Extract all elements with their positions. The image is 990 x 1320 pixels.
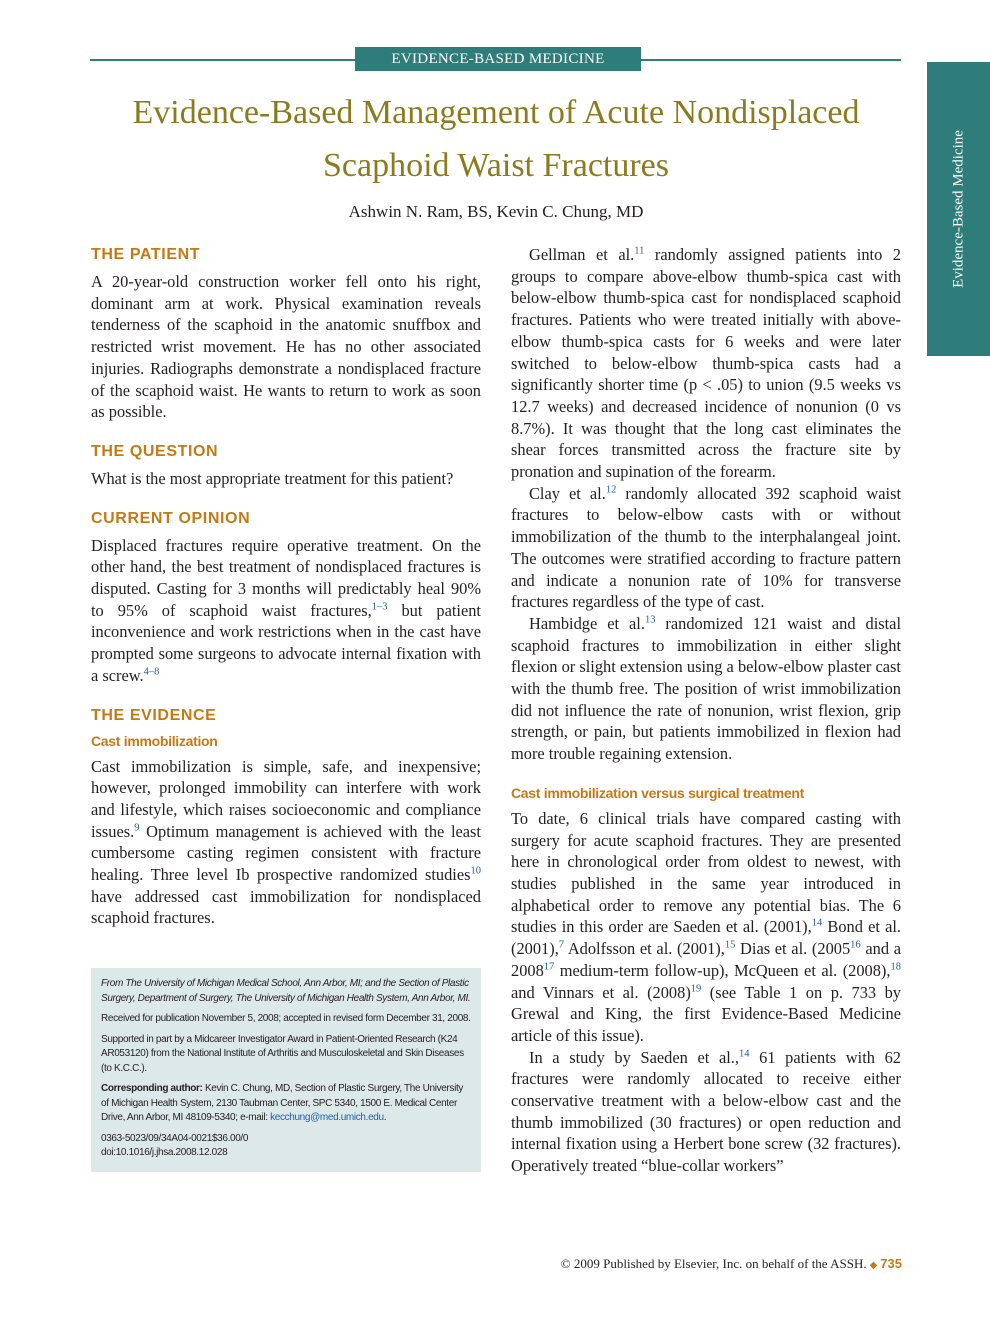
clay-text-b: randomly allocated 392 scaphoid waist fractures to below-elbow casts with or without immobilization of the thumb to the interphalangeal joint. The outcomes were stratified according to fracture pattern and indicate a nonunion rate of 10% for transverse fractures regardless of the type of cast. <box>511 483 901 612</box>
article-title: Evidence-Based Management of Acute Nondisplaced Scaphoid Waist Fractures <box>132 94 860 184</box>
citation-link[interactable]: 18 <box>890 961 901 973</box>
saeden-text-b: 61 patients with 62 fractures were randomly allocated to receive either conservative treatment with a below-elbow cast and the thumb immobilized (30 fractures) or open reduction and internal fixation using a Herbert bone screw (32 fractures). Operatively treated “blue-collar workers” <box>511 1047 901 1176</box>
header-rule-right <box>641 59 901 61</box>
gellman-paragraph <box>511 244 901 483</box>
right-column <box>511 244 901 1177</box>
citation-link[interactable]: 16 <box>850 939 861 951</box>
side-tab-label: Evidence-Based Medicine <box>950 130 966 288</box>
cast-paragraph <box>91 756 481 930</box>
trials-text-a: To date, 6 clinical trials have compared casting with surgery for acute scaphoid fractures. They are presented here in chronological order from oldest to newest, with studies published in the same year introduced in alphabetical order to remove any potential bias. The 6 studies in this order are Saeden et al. (2001), <box>511 808 901 937</box>
trials-text-d: Dias et al. (2005 <box>735 939 851 959</box>
citation-link[interactable]: 1–3 <box>371 601 388 613</box>
footnote-doi: doi:10.1016/j.jhsa.2008.12.028 <box>101 1147 228 1158</box>
article-authors: Ashwin N. Ram, BS, Kevin C. Chung, MD <box>348 202 644 221</box>
heading-the-patient: THE PATIENT <box>91 246 201 263</box>
footnote-affiliation: From The University of Michigan Medical School, Ann Arbor, MI; and the Section of Plastic Surgery, Department of Surgery, The University of Michigan Health System, Ann Arbor, MI. <box>101 978 471 1004</box>
footnote-box <box>91 968 481 1172</box>
citation-link[interactable]: 17 <box>543 961 555 973</box>
trials-text-f: medium-term follow-up), McQueen et al. (2008), <box>554 960 891 980</box>
subheading-cast-vs-surgical: Cast immobilization versus surgical treatment <box>511 784 805 801</box>
citation-link[interactable]: 14 <box>811 917 823 929</box>
section-label: EVIDENCE-BASED MEDICINE <box>355 47 641 71</box>
citation-link[interactable]: 14 <box>738 1048 750 1060</box>
gellman-text-a: Gellman et al. <box>529 245 635 264</box>
clay-text-a: Clay et al. <box>529 483 606 503</box>
heading-the-question: THE QUESTION <box>91 442 219 460</box>
left-column <box>91 244 481 929</box>
heading-current-opinion: CURRENT OPINION <box>91 509 251 527</box>
footnote-received: Received for publication November 5, 2008; accepted in revised form December 31, 2008. <box>101 1013 471 1024</box>
hambidge-text-b: randomized 121 waist and distal scaphoid fractures to immobilization in either slight flexion or slight extension using a below-elbow plaster cast with the thumb free. The position of wrist immobilization did not influence the rate of nonunion, wrist flexion, grip strength, or pain, but patients immobilized in flexion had more trouble regaining extension. <box>511 613 902 764</box>
side-tab <box>927 62 990 356</box>
diamond-icon: ◆ <box>869 1260 878 1271</box>
opinion-text-a: Displaced fractures require operative treatment. On the other hand, the best treatment of nondisplaced fractures is disputed. Casting for 3 months will predictably heal 90% to 95% of scaphoid waist fractures, <box>91 535 481 620</box>
citation-link[interactable]: 15 <box>724 939 736 951</box>
trials-text-b: Bond et al. (2001), <box>511 917 901 959</box>
patient-paragraph: A 20-year-old construction worker fell onto his right, dominant arm at work. Physical examination reveals tenderness of the scaphoid in the anatomic snuffbox and restricted wrist movement. He has no other associated injuries. Radiographs demonstrate a nondisplaced fracture of the scaphoid waist. He wants to return to work as soon as possible. <box>91 272 481 422</box>
page-footer <box>420 1256 902 1272</box>
corr-label: Corresponding author: <box>101 1083 203 1094</box>
hambidge-text-a: Hambidge et al. <box>529 613 645 633</box>
citation-link[interactable]: 11 <box>634 245 645 257</box>
trials-text-e: and a 2008 <box>511 939 901 980</box>
trials-text-c: Adolfsson et al. (2001), <box>564 939 725 959</box>
email-end: . <box>383 1112 387 1123</box>
trials-text-h: (see Table 1 on p. 733 by Grewal and King, the first Evidence-Based Medicine article of this issue). <box>511 982 902 1045</box>
opinion-text-b: but patient inconvenience and work restrictions when in the cast have prompted some surgeons to advocate internal fixation with a screw. <box>91 600 481 685</box>
hambidge-paragraph <box>511 613 901 765</box>
email-link[interactable]: kecchung@med.umich.edu <box>270 1112 384 1123</box>
gellman-text-b: randomly assigned patients into 2 groups to compare above-elbow thumb-spica cast with below-elbow thumb-spica cast for nondisplaced scaphoid fractures. Patients who were treated initially with above-elbow thumb-spica casts for 6 weeks and were later switched to below-elbow thumb-spica casts had a significantly shorter time (p < .05) to union (9.5 weeks vs 12.7 weeks) and decreased incidence of nonunion (0 vs 8.7%). It was thought that the long cast eliminates the shear forces transmitted across the fracture site by pronation and supination of the forearm. <box>511 245 901 482</box>
footnote-correspondence <box>101 1082 471 1126</box>
subheading-cast-immobilization: Cast immobilization <box>91 732 218 749</box>
heading-the-evidence: THE EVIDENCE <box>91 706 217 724</box>
trials-text-g: and Vinnars et al. (2008) <box>511 982 691 1002</box>
footnote-issn: 0363-5023/09/34A04-0021$36.00/0 <box>101 1132 249 1144</box>
citation-link[interactable]: 7 <box>558 939 565 951</box>
trials-paragraph <box>511 808 901 1047</box>
corr-text: Kevin C. Chung, MD, Section of Plastic Surgery, The University of Michigan Health System, 2130 Taubman Center, SPC 5340, 1500 E. Medical Center Drive, Ann Arbor, MI 48109-5340; e-mail: <box>101 1083 464 1123</box>
cast-text-b: Optimum management is achieved with the least cumbersome casting regimen consistent with fracture healing. Three level Ib prospective randomized studies <box>91 821 481 885</box>
footnote-ids <box>101 1132 471 1161</box>
citation-link[interactable]: 19 <box>690 983 702 995</box>
citation-link[interactable]: 9 <box>134 822 140 834</box>
question-paragraph: What is the most appropriate treatment for this patient? <box>91 468 454 488</box>
citation-link[interactable]: 13 <box>644 614 656 626</box>
copyright-line: © 2009 Published by Elsevier, Inc. on behalf of the ASSH. <box>560 1256 867 1271</box>
clay-paragraph <box>511 483 901 613</box>
citation-link[interactable]: 10 <box>470 865 481 877</box>
citation-link[interactable]: 4–8 <box>143 666 160 678</box>
saeden-paragraph <box>511 1047 901 1177</box>
cast-text-a: Cast immobilization is simple, safe, and inexpensive; however, prolonged immobility can interfere with work and lifestyle, which raises socioeconomic and compliance issues. <box>91 756 481 841</box>
citation-link[interactable]: 12 <box>605 484 617 496</box>
header-rule-left <box>90 59 355 61</box>
page-number: 735 <box>880 1256 902 1271</box>
opinion-paragraph <box>91 535 481 687</box>
saeden-text-a: In a study by Saeden et al., <box>529 1047 739 1067</box>
footnote-support: Supported in part by a Midcareer Investigator Award in Patient-Oriented Research (K24 AR053120) from the National Institute of Arthritis and Musculoskeletal and Skin Diseases (to K.C.C.). <box>101 1033 464 1074</box>
cast-text-c: have addressed cast immobilization for nondisplaced scaphoid fractures. <box>91 886 481 928</box>
